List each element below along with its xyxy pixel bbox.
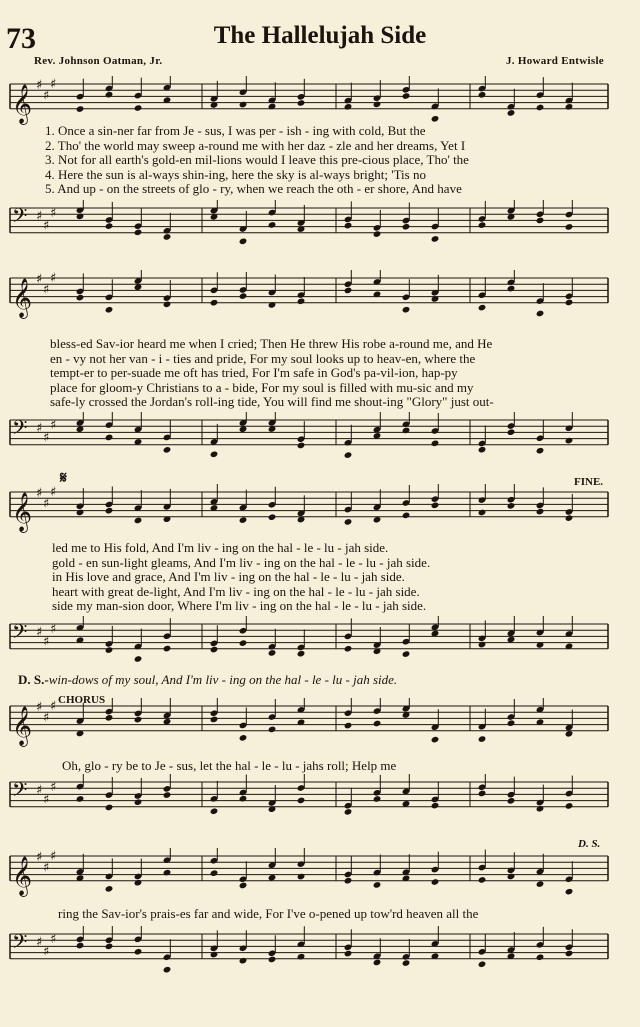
treble-staff-4 bbox=[0, 698, 640, 754]
svg-text:𝄢: 𝄢 bbox=[12, 778, 28, 806]
svg-text:♯: ♯ bbox=[36, 783, 43, 799]
composer-credit: J. Howard Entwisle bbox=[506, 55, 604, 67]
bass-staff-1 bbox=[0, 200, 640, 252]
chorus-label: CHORUS bbox=[58, 694, 106, 706]
svg-text:𝄢: 𝄢 bbox=[12, 204, 28, 232]
svg-text:♯: ♯ bbox=[50, 932, 57, 948]
svg-text:♯: ♯ bbox=[36, 935, 43, 951]
svg-text:♯: ♯ bbox=[50, 484, 57, 500]
ds-lyric-line bbox=[18, 672, 397, 688]
svg-text:𝄞: 𝄞 bbox=[12, 491, 33, 532]
svg-text:♯: ♯ bbox=[36, 850, 43, 865]
svg-text:♯: ♯ bbox=[43, 792, 50, 808]
svg-text:♯: ♯ bbox=[43, 710, 50, 726]
fine-label: FINE. bbox=[574, 476, 604, 488]
svg-text:♯: ♯ bbox=[50, 418, 57, 434]
svg-text:♯: ♯ bbox=[43, 430, 50, 446]
svg-text:♯: ♯ bbox=[43, 496, 50, 512]
ds-text: win-dows of my soul, And I'm liv - ing on the hal - le - lu - jah side. bbox=[48, 672, 398, 687]
ds-label: D. S. bbox=[578, 838, 601, 850]
verse-3-line: 3. Not for all earth's gold-en mil-lions would I leave this pre-cious place, Tho' the bbox=[45, 153, 469, 168]
svg-text:♯: ♯ bbox=[43, 88, 50, 104]
svg-text:𝄢: 𝄢 bbox=[12, 416, 28, 444]
svg-text:♯: ♯ bbox=[50, 780, 57, 796]
svg-text:𝄞: 𝄞 bbox=[12, 83, 33, 124]
svg-text:𝄢: 𝄢 bbox=[12, 620, 28, 648]
verse-4-line: heart with great de-light, And I'm liv - ing on the hal - le - lu - jah side. bbox=[52, 584, 420, 599]
svg-text:𝄞: 𝄞 bbox=[12, 277, 33, 318]
svg-text:♯: ♯ bbox=[43, 282, 50, 298]
ds-prefix: D. S.- bbox=[18, 672, 49, 687]
treble-staff-3 bbox=[0, 484, 640, 540]
svg-text:♯: ♯ bbox=[36, 78, 43, 93]
bass-staff-5 bbox=[0, 926, 640, 984]
svg-text:♯: ♯ bbox=[36, 272, 43, 287]
svg-text:♯: ♯ bbox=[43, 860, 50, 876]
hymn-title: The Hallelujah Side bbox=[213, 22, 427, 49]
author-credit: Rev. Johnson Oatman, Jr. bbox=[34, 55, 163, 67]
svg-text:𝄞: 𝄞 bbox=[12, 705, 33, 746]
treble-staff-5 bbox=[0, 848, 640, 904]
svg-text:♯: ♯ bbox=[50, 206, 57, 222]
svg-text:♯: ♯ bbox=[36, 209, 43, 225]
verse-2-line: gold - en sun-light gleams, And I'm liv - ing on the hal - le - lu - jah side. bbox=[52, 555, 431, 570]
bass-staff-4 bbox=[0, 774, 640, 826]
hymn-header bbox=[0, 0, 640, 80]
svg-text:♯: ♯ bbox=[50, 848, 57, 864]
hymn-number: 73 bbox=[6, 22, 36, 55]
verse-5-line: side my man-sion door, Where I'm liv - ing on the hal - le - lu - jah side. bbox=[52, 599, 427, 614]
svg-text:♯: ♯ bbox=[36, 421, 43, 437]
bass-staff-2 bbox=[0, 412, 640, 474]
treble-staff-2 bbox=[0, 270, 640, 330]
verse-5-line: safe-ly crossed the Jordan's roll-ing tide, You will find me shout-ing "Glory" just out- bbox=[50, 395, 494, 410]
svg-text:♯: ♯ bbox=[43, 218, 50, 234]
svg-text:♯: ♯ bbox=[36, 625, 43, 641]
bass-staff-3 bbox=[0, 616, 640, 670]
verse-2-line: 2. Tho' the world may sweep a-round me with her daz - zle and her dreams, Yet I bbox=[45, 138, 466, 153]
svg-text:♯: ♯ bbox=[43, 634, 50, 650]
verse-3-line: in His love and grace, And I'm liv - ing on the hal - le - lu - jah side. bbox=[52, 570, 405, 585]
verse-4-line: place for gloom-y Christians to a - bide, For my soul is filled with mu-sic and my bbox=[50, 380, 474, 395]
svg-text:♯: ♯ bbox=[36, 486, 43, 501]
svg-text:𝄞: 𝄞 bbox=[12, 855, 33, 896]
verse-2-line: en - vy not her van - i - ties and pride, For my soul looks up to heav-en, where the bbox=[50, 351, 476, 366]
treble-staff-1 bbox=[0, 76, 640, 126]
svg-text:♯: ♯ bbox=[36, 700, 43, 715]
svg-text:♯: ♯ bbox=[50, 76, 57, 92]
svg-text:♯: ♯ bbox=[50, 270, 57, 286]
verse-1-line: bless-ed Sav-ior heard me when I cried; Then He threw His robe a-round me, and He bbox=[50, 337, 493, 351]
verse-4-line: 4. Here the sun is al-ways shin-ing, here the sky is al-ways bright; 'Tis no bbox=[45, 167, 426, 182]
verse-lyric-line: ring the Sav-ior's prais-es far and wide, For I've o-pened up tow'rd heaven all the bbox=[58, 906, 479, 921]
verse-1-line: led me to His fold, And I'm liv - ing on the hal - le - lu - jah side. bbox=[52, 541, 389, 555]
svg-text:𝄢: 𝄢 bbox=[12, 930, 28, 958]
verse-1-line: 1. Once a sin-ner far from Je - sus, I was per - ish - ing with cold, But the bbox=[45, 124, 426, 138]
svg-text:♯: ♯ bbox=[50, 622, 57, 638]
svg-text:♯: ♯ bbox=[43, 944, 50, 960]
segno-sign: 𝄋 bbox=[60, 470, 67, 487]
verse-3-line: tempt-er to per-suade me oft has tried, For I'm safe in God's pa-vil-ion, hap-py bbox=[50, 366, 458, 381]
chorus-lyric-line: Oh, glo - ry be to Je - sus, let the hal - le - lu - jahs roll; Help me bbox=[62, 758, 397, 773]
svg-text:♯: ♯ bbox=[50, 698, 57, 714]
verse-5-line: 5. And up - on the streets of glo - ry, when we reach the oth - er shore, And have bbox=[45, 182, 462, 197]
